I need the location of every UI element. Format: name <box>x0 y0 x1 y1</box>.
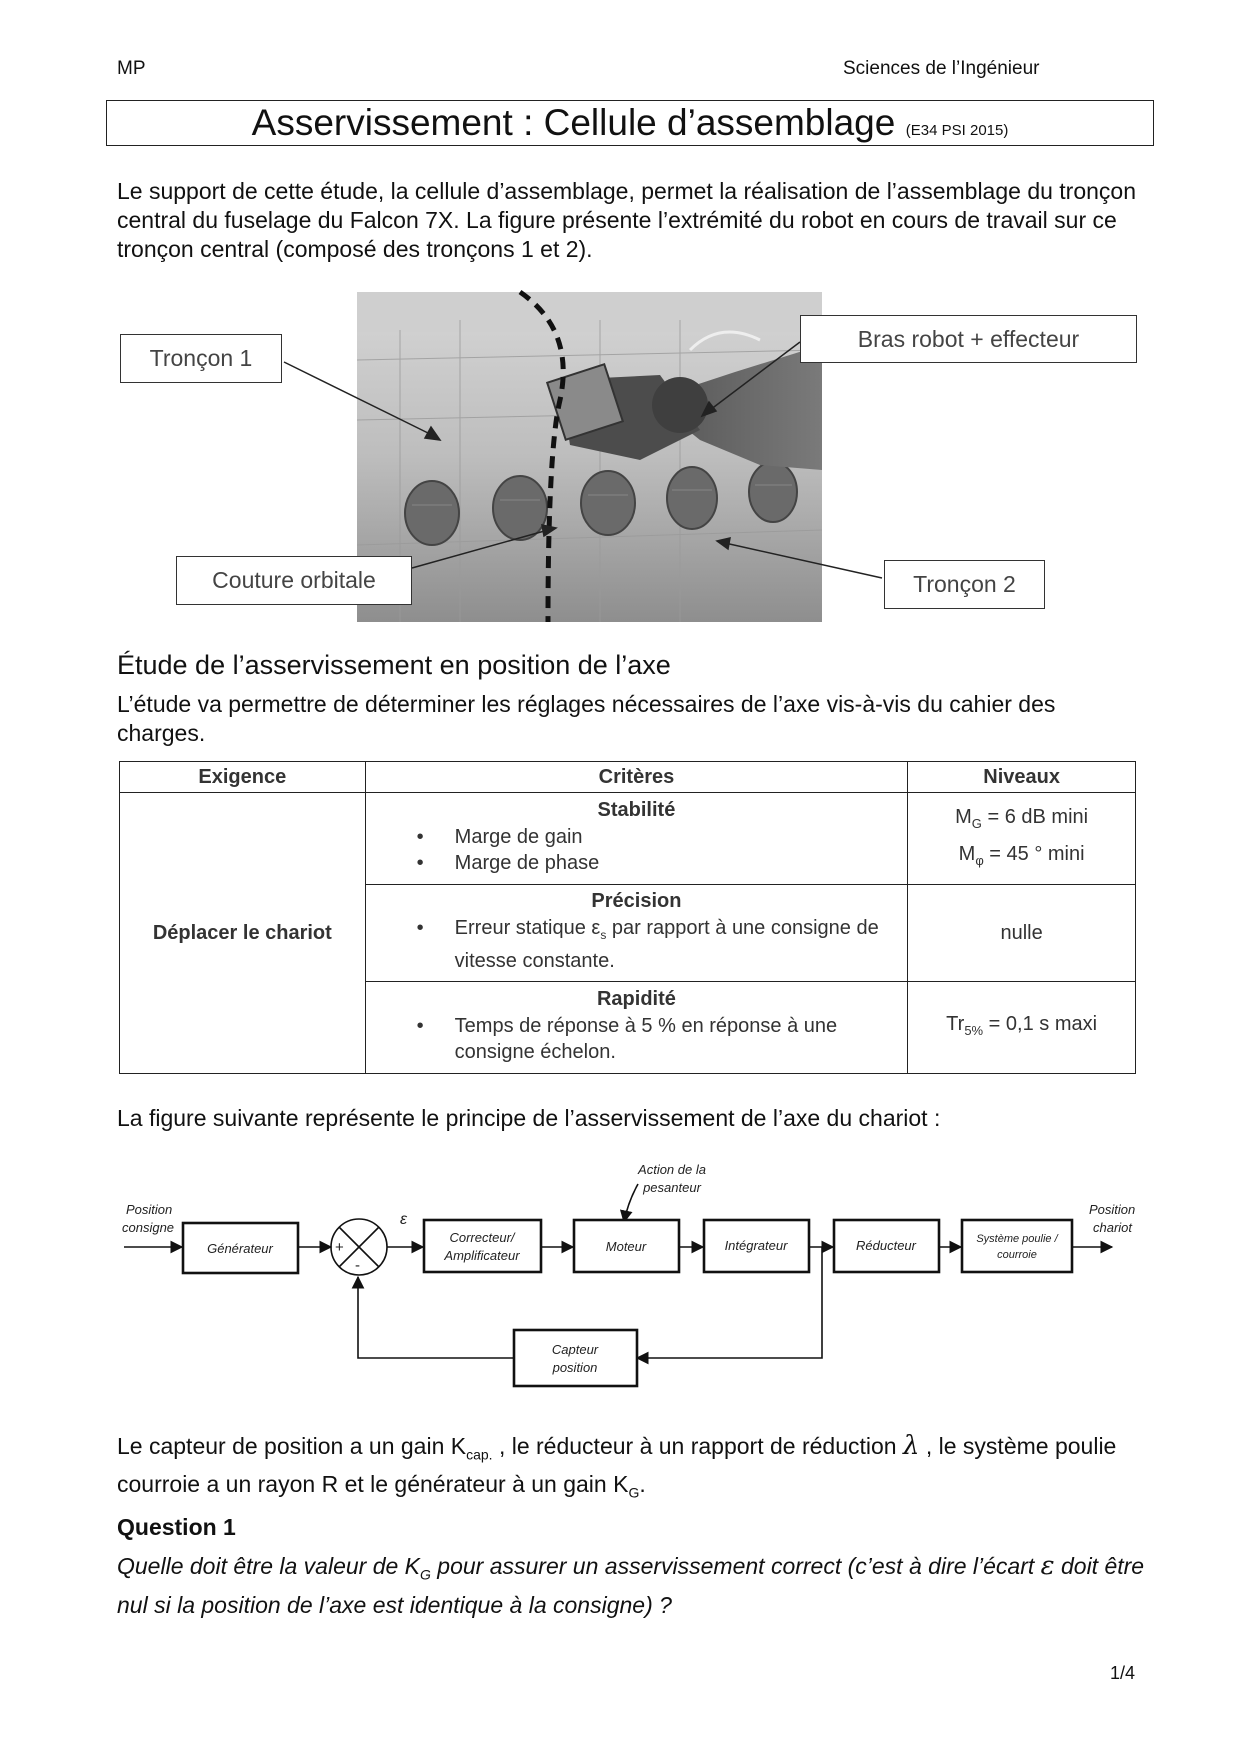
question-part: doit être nul si la position de l’axe est identique à la consigne) ? <box>117 1553 1145 1618</box>
block-diagram <box>0 1150 1240 1400</box>
gains-sub: cap. <box>466 1446 493 1463</box>
gains-text: Le capteur de position a un gain K <box>117 1433 467 1459</box>
block-capteur-label: position <box>552 1360 598 1375</box>
criteria-sub: s <box>600 928 607 942</box>
gains-paragraph <box>117 1432 1147 1507</box>
exigence-cell: Déplacer le chariot <box>120 793 366 1074</box>
header-right: Sciences de l’Ingénieur <box>843 58 1040 79</box>
level-cell: nulle <box>908 885 1136 982</box>
table-header-row <box>120 762 1136 793</box>
block-reducteur-label: Réducteur <box>856 1238 916 1253</box>
gains-text: , le réducteur à un rapport de réduction <box>492 1433 903 1459</box>
level-text: = 45 ° mini <box>983 842 1085 865</box>
section-text: L’étude va permettre de déterminer les réglages nécessaires de l’axe vis-à-vis du cahier des charges. <box>117 691 1056 746</box>
level-text: = 6 dB mini <box>981 805 1089 828</box>
gains-sub: G <box>628 1484 640 1501</box>
lambda-symbol: λ <box>902 1431 920 1461</box>
gains-text: , le système poulie courroie a un rayon R et le générateur à un gain K <box>117 1433 1117 1497</box>
criteria-title: Rapidité <box>596 988 676 1010</box>
block-correcteur <box>424 1220 541 1272</box>
criteria-text: Erreur statique ε <box>454 917 601 939</box>
title-subtitle: (E34 PSI 2015) <box>905 122 1009 139</box>
label-troncon-2: Tronçon 2 <box>884 560 1045 609</box>
figure-intro: La figure suivante représente le principe de l’asservissement de l’axe du chariot : <box>117 1105 941 1131</box>
criteria-cell <box>365 885 908 982</box>
header-left: MP <box>117 58 146 79</box>
level-sub: G <box>971 815 982 831</box>
header-niveaux: Niveaux <box>908 762 1136 793</box>
input-label: consigne <box>122 1220 175 1235</box>
question-part: Quelle doit être la valeur de K <box>117 1553 421 1579</box>
level-text: M <box>958 842 976 865</box>
header-exigence: Exigence <box>120 762 366 793</box>
header-criteres: Critères <box>365 762 908 793</box>
level-cell <box>908 793 1136 885</box>
output-label: Position <box>1089 1202 1136 1217</box>
page-title: Asservissement : Cellule d’assemblage <box>251 102 896 143</box>
question-title: Question 1 <box>117 1514 236 1540</box>
block-moteur-label: Moteur <box>605 1239 647 1254</box>
block-poulie-label: Système poulie / <box>976 1233 1058 1245</box>
criteria-item: • Temps de réponse à 5 % en réponse à une consigne échelon. <box>367 1013 907 1065</box>
block-poulie <box>962 1220 1072 1272</box>
epsilon-label: ε <box>400 1211 408 1228</box>
level-text: = 0,1 s maxi <box>983 1013 1098 1035</box>
gains-text: . <box>639 1470 646 1497</box>
level-text: M <box>955 805 972 828</box>
input-label: Position <box>126 1202 173 1217</box>
block-capteur-label: Capteur <box>551 1342 599 1357</box>
requirements-table <box>119 761 1136 1074</box>
criteria-title: Stabilité <box>597 799 676 821</box>
table-row <box>120 793 1136 885</box>
epsilon-symbol: ε <box>1040 1551 1055 1581</box>
arrow-disturbance <box>624 1184 638 1222</box>
label-couture-orbitale: Couture orbitale <box>176 556 412 605</box>
level-cell <box>908 982 1136 1074</box>
arrow-feedback-to-sum <box>358 1277 514 1358</box>
disturbance-label: pesanteur <box>643 1180 701 1195</box>
robot-figure <box>0 0 1240 640</box>
criteria-text: par rapport à une consigne de vitesse constante. <box>454 917 879 972</box>
criteria-title: Précision <box>591 890 682 912</box>
label-troncon-1: Tronçon 1 <box>120 334 282 383</box>
criteria-cell <box>365 793 908 885</box>
criteria-item: • Marge de phase <box>367 850 907 876</box>
question-sub: G <box>420 1566 431 1583</box>
block-generateur-label: Générateur <box>207 1241 273 1256</box>
block-capteur <box>514 1330 637 1386</box>
intro-paragraph: Le support de cette étude, la cellule d’assemblage, permet la réalisation de l’assemblage du tronçon central du fuselage du Falcon 7X. La figure présente l’extrémité du robot en cours de travail sur ce tronçon central (composé des tronçons 1 et 2). <box>117 178 1137 262</box>
block-poulie-label: courroie <box>997 1249 1037 1261</box>
criteria-item <box>367 915 907 974</box>
block-correcteur-label: Amplificateur <box>444 1248 520 1263</box>
question-text <box>117 1551 1147 1620</box>
level-text: Tr <box>946 1013 965 1035</box>
minus-sign: - <box>355 1257 360 1274</box>
output-label: chariot <box>1093 1220 1133 1235</box>
question-part: pour assurer un asservissement correct (c’est à dire l’écart <box>430 1553 1041 1579</box>
block-correcteur-label: Correcteur/ <box>449 1230 515 1245</box>
criteria-cell <box>365 982 908 1074</box>
disturbance-label: Action de la <box>638 1162 706 1177</box>
criteria-item: • Marge de gain <box>367 824 907 850</box>
section-title: Étude de l’asservissement en position de l’axe <box>117 650 671 680</box>
level-sub: φ <box>975 852 984 868</box>
page-number: 1/4 <box>1110 1663 1136 1683</box>
level-sub: 5% <box>964 1023 984 1038</box>
plus-sign: + <box>335 1239 344 1256</box>
block-integrateur-label: Intégrateur <box>724 1238 788 1253</box>
label-bras-robot: Bras robot + effecteur <box>800 315 1137 363</box>
